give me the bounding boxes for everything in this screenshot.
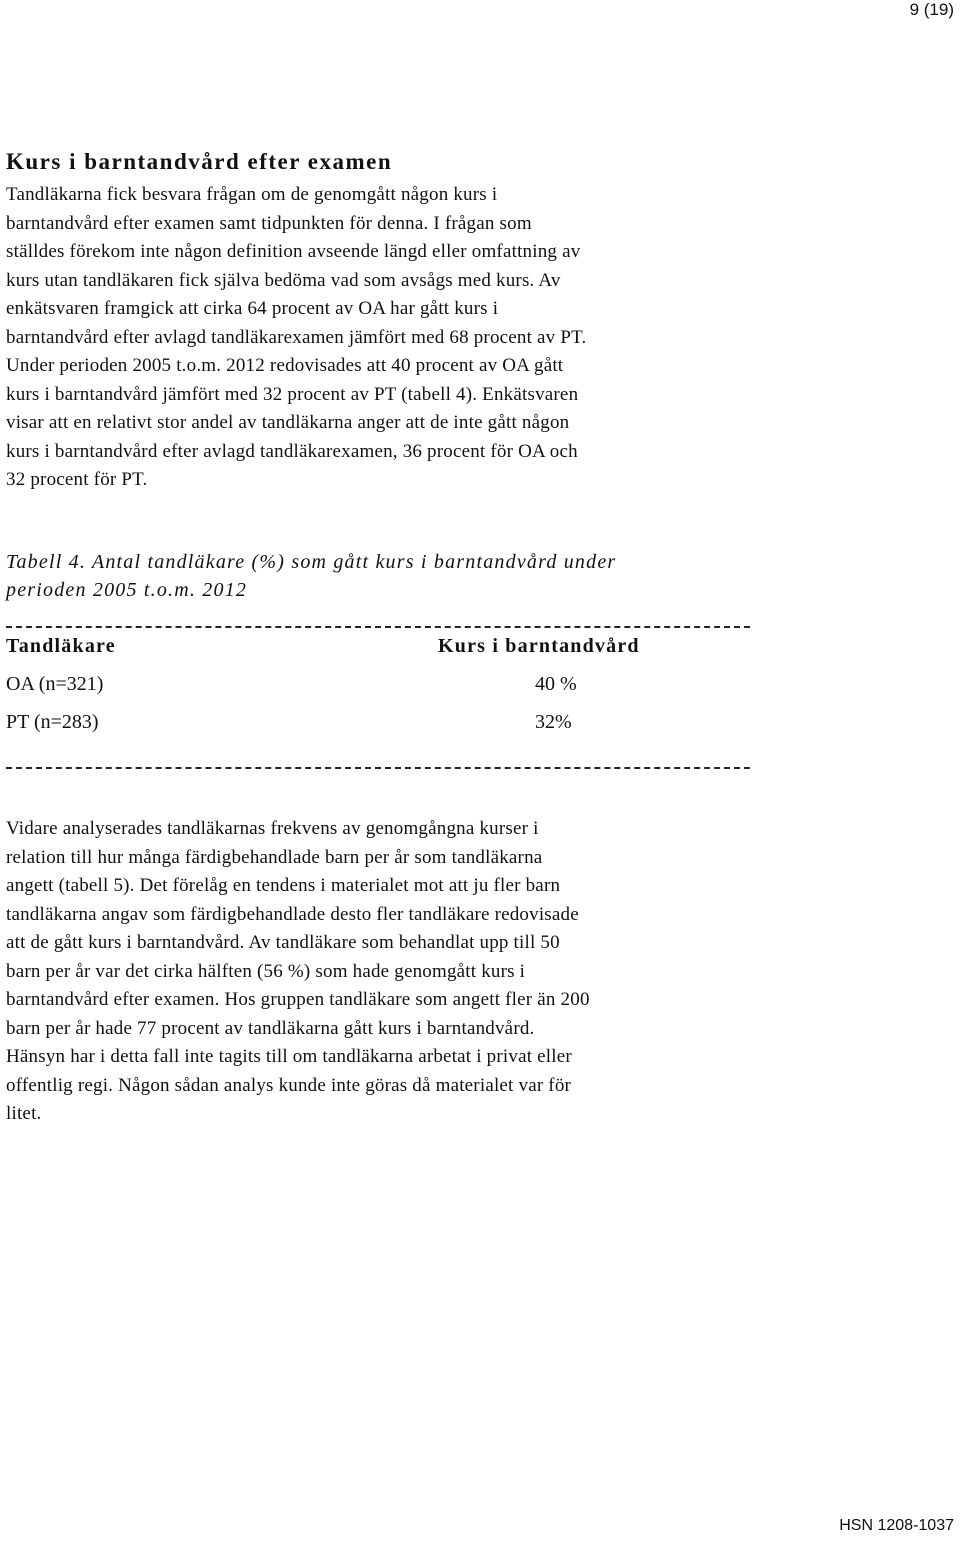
paragraph-line: Under perioden 2005 t.o.m. 2012 redovisades att 40 procent av OA gått — [6, 355, 564, 376]
paragraph-line: att de gått kurs i barntandvård. Av tandläkare som behandlat upp till 50 — [6, 932, 560, 953]
paragraph-line: kurs i barntandvård jämfört med 32 procent av PT (tabell 4). Enkätsvaren — [6, 383, 579, 405]
paragraph-line: enkätsvaren framgick att cirka 64 procent av OA har gått kurs i — [6, 298, 499, 319]
paragraph-line: angett (tabell 5). Det förelåg en tendens i materialet mot att ju fler barn — [6, 875, 561, 896]
paragraph-line: kurs utan tandläkaren fick själva bedöma vad som avsågs med kurs. Av — [6, 269, 561, 291]
paragraph-line: litet. — [6, 1103, 42, 1124]
table-cell-value: 32% — [535, 711, 572, 733]
paragraph-line: barntandvård efter avlagd tandläkarexamen jämfört med 68 procent av PT. — [6, 326, 587, 348]
table-cell-value: 40 % — [535, 673, 577, 695]
paragraph-analysis — [6, 815, 756, 1129]
paragraph-line: barntandvård efter examen. Hos gruppen tandläkare som angett fler än 200 — [6, 989, 590, 1010]
paragraph-line: relation till hur många färdigbehandlade barn per år som tandläkarna — [6, 846, 543, 868]
table-cell-group: OA (n=321) — [6, 673, 104, 695]
paragraph-line: Hänsyn har i detta fall inte tagits till om tandläkarna arbetat i privat eller — [6, 1046, 572, 1067]
paragraph-line: ställdes förekom inte någon definition avseende längd eller omfattning av — [6, 241, 581, 262]
caption-line: perioden 2005 t.o.m. 2012 — [6, 579, 248, 601]
table-header-kurs: Kurs i barntandvård — [438, 635, 640, 657]
table-cell-group: PT (n=283) — [6, 711, 99, 733]
page-number: 9 (19) — [909, 0, 954, 19]
table-header-tandlakare: Tandläkare — [6, 635, 116, 657]
paragraph-intro — [6, 181, 756, 495]
paragraph-line: barn per år hade 77 procent av tandläkarna gått kurs i barntandvård. — [6, 1017, 535, 1039]
paragraph-line: Tandläkarna fick besvara frågan om de genomgått någon kurs i — [6, 184, 498, 205]
section-heading: Kurs i barntandvård efter examen — [6, 149, 393, 174]
paragraph-line: barntandvård efter examen samt tidpunkten för denna. I frågan som — [6, 212, 532, 234]
paragraph-line: visar att en relativt stor andel av tandläkarna anger att de inte gått någon — [6, 412, 570, 433]
footer-issn: HSN 1208-1037 — [839, 1517, 954, 1534]
paragraph-line: offentlig regi. Någon sådan analys kunde inte göras då materialet var för — [6, 1074, 572, 1096]
paragraph-line: tandläkarna angav som färdigbehandlade desto fler tandläkare redovisade — [6, 903, 579, 925]
paragraph-line: Vidare analyserades tandläkarnas frekvens av genomgångna kurser i — [6, 818, 539, 839]
paragraph-line: kurs i barntandvård efter avlagd tandläkarexamen, 36 procent för OA och — [6, 440, 578, 462]
table-bottom-rule — [6, 767, 750, 769]
paragraph-line: barn per år var det cirka hälften (56 %) som hade genomgått kurs i — [6, 960, 526, 982]
table-caption — [6, 548, 616, 604]
paragraph-line: 32 procent för PT. — [6, 469, 148, 490]
caption-line: Tabell 4. Antal tandläkare (%) som gått kurs i barntandvård under — [6, 551, 617, 573]
table-top-rule — [6, 626, 750, 628]
